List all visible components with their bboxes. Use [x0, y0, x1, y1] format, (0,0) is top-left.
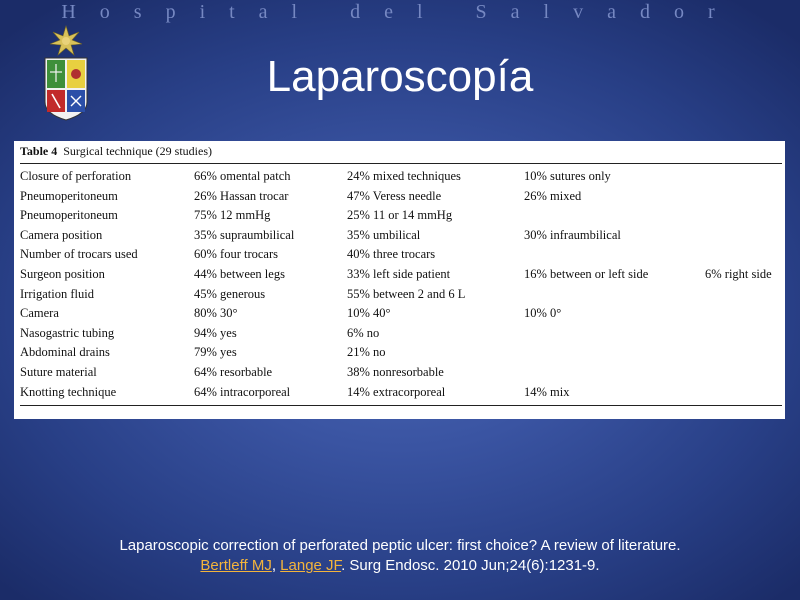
table-cell: 26% mixed	[524, 188, 582, 203]
table-caption-text: Surgical technique (29 studies)	[63, 144, 212, 158]
table-cell: 66% omental patch	[194, 169, 291, 183]
table-number: Table 4	[20, 144, 58, 158]
surgical-technique-table	[14, 141, 785, 419]
table-row-label: Camera position	[20, 227, 103, 242]
table-cell: 35% supraumbilical	[194, 227, 295, 242]
table-cell: 47% Veress needle	[347, 188, 442, 203]
table-row	[14, 287, 785, 307]
table-cell: 24% mixed techniques	[347, 169, 461, 183]
table-cell: 10% 40°	[347, 306, 391, 321]
table-cell: 55% between 2 and 6 L	[347, 286, 466, 301]
table-cell: 14% extracorporeal	[347, 384, 446, 399]
table-row-label: Closure of perforation	[20, 169, 132, 183]
table-cell: 30% infraumbilical	[524, 227, 621, 242]
citation-footer	[0, 536, 800, 576]
author-link-bertleff[interactable]: Bertleff MJ	[200, 557, 272, 574]
table-cell: 26% Hassan trocar	[194, 188, 289, 203]
table-cell: 33% left side patient	[347, 267, 451, 281]
table-row	[14, 365, 785, 385]
table-row	[14, 247, 785, 267]
table-row-label: Surgeon position	[20, 267, 105, 281]
table-row-label: Nasogastric tubing	[20, 325, 115, 340]
table-cell: 16% between or left side	[524, 267, 649, 281]
table-row-label: Number of trocars used	[20, 247, 138, 262]
table-cell: 10% 0°	[524, 306, 562, 321]
table-cell: 44% between legs	[194, 267, 285, 281]
table-row	[14, 345, 785, 365]
table-cell: 64% resorbable	[194, 365, 273, 379]
author-separator: ,	[271, 557, 281, 574]
table-row	[14, 228, 785, 248]
citation-title: Laparoscopic correction of perforated peptic ulcer: first choice? A review of literature.	[119, 537, 681, 554]
table-row	[14, 169, 785, 189]
table-cell: 79% yes	[194, 345, 237, 360]
table-row	[14, 267, 785, 287]
table-row	[14, 326, 785, 346]
table-cell: 64% intracorporeal	[194, 384, 291, 399]
table-cell: 14% mix	[524, 384, 570, 399]
table-row-label: Suture material	[20, 365, 97, 379]
table-cell: 80% 30°	[194, 306, 238, 321]
table-row	[14, 306, 785, 326]
table-row	[14, 208, 785, 228]
table-row-label: Knotting technique	[20, 384, 117, 399]
table-row-label: Pneumoperitoneum	[20, 208, 118, 223]
table-cell: 35% umbilical	[347, 227, 421, 242]
table-cell: 40% three trocars	[347, 247, 436, 262]
table-row	[14, 189, 785, 209]
table-bottom-rule	[20, 405, 782, 406]
table-cell: 38% nonresorbable	[347, 365, 444, 379]
citation-reference	[0, 556, 800, 576]
hospital-header: Hospital del Salvador	[61, 1, 739, 23]
table-cell: 25% 11 or 14 mmHg	[347, 208, 453, 223]
table-cell: 6% right side	[705, 267, 772, 281]
journal-info: . Surg Endosc. 2010 Jun;24(6):1231-9.	[341, 557, 600, 574]
table-row	[14, 385, 785, 405]
table-cell: 94% yes	[194, 325, 237, 340]
table-row-label: Abdominal drains	[20, 345, 110, 360]
table-cell: 75% 12 mmHg	[194, 208, 271, 223]
table-top-rule	[20, 163, 782, 164]
table-row-label: Pneumoperitoneum	[20, 188, 118, 203]
table-cell: 45% generous	[194, 286, 266, 301]
table-row-label: Camera	[20, 306, 59, 321]
table-cell: 6% no	[347, 325, 380, 340]
table-cell: 60% four trocars	[194, 247, 278, 262]
author-link-lange[interactable]: Lange JF	[280, 557, 342, 574]
table-cell: 21% no	[347, 345, 386, 360]
table-cell: 10% sutures only	[524, 169, 611, 183]
table-row-label: Irrigation fluid	[20, 286, 94, 301]
slide-title: Laparoscopía	[266, 52, 534, 101]
table-caption	[20, 144, 212, 159]
